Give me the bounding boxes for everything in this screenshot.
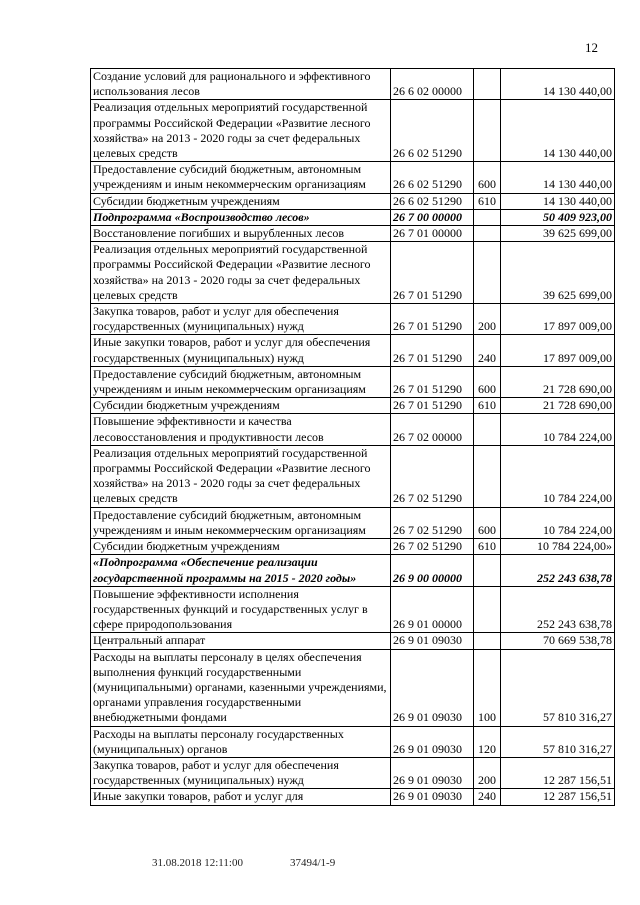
row-name-cell: Реализация отдельных мероприятий государственной программы Российской Федерации «Развитие лесного хозяйства» на 2013 - 2020 годы за счет федеральных целевых средств [91, 100, 391, 162]
page-number: 12 [585, 40, 598, 55]
row-vr-cell: 600 [474, 162, 501, 193]
table-row [91, 162, 615, 193]
row-name-cell: Субсидии бюджетным учреждениям [91, 193, 391, 209]
row-sum-cell: 14 130 440,00 [501, 100, 615, 162]
row-vr-cell: 610 [474, 193, 501, 209]
table-row [91, 304, 615, 335]
row-sum-cell: 10 784 224,00 [501, 445, 615, 507]
row-code-cell: 26 9 01 09030 [391, 789, 474, 805]
row-name-cell: Повышение эффективности исполнения государственных функций и государственных услуг в сфере природопользования [91, 586, 391, 633]
row-code-cell: 26 7 02 00000 [391, 414, 474, 445]
row-name-cell: Иные закупки товаров, работ и услуг для [91, 789, 391, 805]
row-vr-cell [474, 633, 501, 649]
row-name-cell: Закупка товаров, работ и услуг для обеспечения государственных (муниципальных) нужд [91, 757, 391, 788]
table-row [91, 398, 615, 414]
row-name-cell: Повышение эффективности и качества лесовосстановления и продуктивности лесов [91, 414, 391, 445]
footer-doc-number: 37494/1-9 [290, 857, 336, 869]
row-code-cell: 26 6 02 51290 [391, 100, 474, 162]
table-row [91, 757, 615, 788]
row-code-cell: 26 7 02 51290 [391, 445, 474, 507]
table-row [91, 100, 615, 162]
row-vr-cell [474, 445, 501, 507]
row-vr-cell: 200 [474, 757, 501, 788]
row-vr-cell [474, 209, 501, 225]
table-row [91, 555, 615, 586]
table-row [91, 242, 615, 304]
row-vr-cell [474, 100, 501, 162]
row-code-cell: 26 7 00 00000 [391, 209, 474, 225]
table-row [91, 445, 615, 507]
table-row [91, 789, 615, 805]
row-sum-cell: 252 243 638,78 [501, 555, 615, 586]
row-name-cell: Предоставление субсидий бюджетным, автономным учреждениям и иным некоммерческим организациям [91, 507, 391, 538]
row-vr-cell: 240 [474, 335, 501, 366]
table-row [91, 586, 615, 633]
row-name-cell: Восстановление погибших и вырубленных лесов [91, 226, 391, 242]
row-vr-cell [474, 226, 501, 242]
row-vr-cell [474, 555, 501, 586]
row-vr-cell [474, 242, 501, 304]
table-row [91, 226, 615, 242]
table-row [91, 649, 615, 726]
row-name-cell: Субсидии бюджетным учреждениям [91, 539, 391, 555]
row-sum-cell: 252 243 638,78 [501, 586, 615, 633]
row-sum-cell: 57 810 316,27 [501, 726, 615, 757]
row-name-cell: Расходы на выплаты персоналу в целях обеспечения выполнения функций государственными (муниципальными) органами, казенными учреждениями, органами управления государственными внебюджетными фондами [91, 649, 391, 726]
row-vr-cell: 610 [474, 398, 501, 414]
row-code-cell: 26 7 01 51290 [391, 398, 474, 414]
row-name-cell: Предоставление субсидий бюджетным, автономным учреждениям и иным некоммерческим организациям [91, 366, 391, 397]
table-row [91, 209, 615, 225]
row-vr-cell [474, 586, 501, 633]
row-vr-cell: 610 [474, 539, 501, 555]
row-sum-cell: 10 784 224,00 [501, 507, 615, 538]
row-name-cell: Центральный аппарат [91, 633, 391, 649]
table-row [91, 193, 615, 209]
row-sum-cell: 10 784 224,00 [501, 414, 615, 445]
row-sum-cell: 17 897 009,00 [501, 304, 615, 335]
row-code-cell: 26 9 01 09030 [391, 726, 474, 757]
row-code-cell: 26 7 01 51290 [391, 304, 474, 335]
footer-datetime: 31.08.2018 12:11:00 [152, 857, 243, 869]
row-vr-cell: 600 [474, 366, 501, 397]
row-code-cell: 26 9 00 00000 [391, 555, 474, 586]
row-sum-cell: 21 728 690,00 [501, 398, 615, 414]
table-row [91, 366, 615, 397]
row-code-cell: 26 7 02 51290 [391, 507, 474, 538]
row-name-cell: Реализация отдельных мероприятий государственной программы Российской Федерации «Развитие лесного хозяйства» на 2013 - 2020 годы за счет федеральных целевых средств [91, 242, 391, 304]
row-sum-cell: 14 130 440,00 [501, 69, 615, 100]
budget-table [90, 68, 615, 806]
table-row [91, 633, 615, 649]
row-sum-cell: 70 669 538,78 [501, 633, 615, 649]
row-code-cell: 26 9 01 09030 [391, 633, 474, 649]
row-name-cell: Предоставление субсидий бюджетным, автономным учреждениям и иным некоммерческим организациям [91, 162, 391, 193]
row-code-cell: 26 6 02 00000 [391, 69, 474, 100]
row-name-cell: Закупка товаров, работ и услуг для обеспечения государственных (муниципальных) нужд [91, 304, 391, 335]
row-code-cell: 26 7 01 00000 [391, 226, 474, 242]
row-sum-cell: 12 287 156,51 [501, 757, 615, 788]
row-name-cell: Реализация отдельных мероприятий государственной программы Российской Федерации «Развитие лесного хозяйства» на 2013 - 2020 годы за счет федеральных целевых средств [91, 445, 391, 507]
row-sum-cell: 21 728 690,00 [501, 366, 615, 397]
row-sum-cell: 39 625 699,00 [501, 226, 615, 242]
row-code-cell: 26 6 02 51290 [391, 193, 474, 209]
row-sum-cell: 12 287 156,51 [501, 789, 615, 805]
row-sum-cell: 17 897 009,00 [501, 335, 615, 366]
row-name-cell: Подпрограмма «Воспроизводство лесов» [91, 209, 391, 225]
row-vr-cell: 120 [474, 726, 501, 757]
row-vr-cell [474, 414, 501, 445]
row-sum-cell: 50 409 923,00 [501, 209, 615, 225]
row-vr-cell [474, 69, 501, 100]
row-vr-cell: 200 [474, 304, 501, 335]
row-vr-cell: 600 [474, 507, 501, 538]
row-name-cell: «Подпрограмма «Обеспечение реализации государственной программы на 2015 - 2020 годы» [91, 555, 391, 586]
row-code-cell: 26 7 01 51290 [391, 366, 474, 397]
row-code-cell: 26 6 02 51290 [391, 162, 474, 193]
table-row [91, 726, 615, 757]
table-row [91, 335, 615, 366]
row-code-cell: 26 7 01 51290 [391, 242, 474, 304]
row-code-cell: 26 9 01 09030 [391, 649, 474, 726]
row-sum-cell: 14 130 440,00 [501, 162, 615, 193]
budget-table-body [91, 69, 615, 806]
row-code-cell: 26 9 01 09030 [391, 757, 474, 788]
table-row [91, 507, 615, 538]
row-vr-cell: 240 [474, 789, 501, 805]
row-code-cell: 26 7 02 51290 [391, 539, 474, 555]
row-name-cell: Субсидии бюджетным учреждениям [91, 398, 391, 414]
table-row [91, 69, 615, 100]
row-name-cell: Создание условий для рационального и эффективного использования лесов [91, 69, 391, 100]
row-sum-cell: 10 784 224,00» [501, 539, 615, 555]
row-sum-cell: 57 810 316,27 [501, 649, 615, 726]
row-name-cell: Иные закупки товаров, работ и услуг для обеспечения государственных (муниципальных) нужд [91, 335, 391, 366]
row-vr-cell: 100 [474, 649, 501, 726]
row-sum-cell: 39 625 699,00 [501, 242, 615, 304]
table-row [91, 539, 615, 555]
row-code-cell: 26 9 01 00000 [391, 586, 474, 633]
row-code-cell: 26 7 01 51290 [391, 335, 474, 366]
row-sum-cell: 14 130 440,00 [501, 193, 615, 209]
row-name-cell: Расходы на выплаты персоналу государственных (муниципальных) органов [91, 726, 391, 757]
table-row [91, 414, 615, 445]
